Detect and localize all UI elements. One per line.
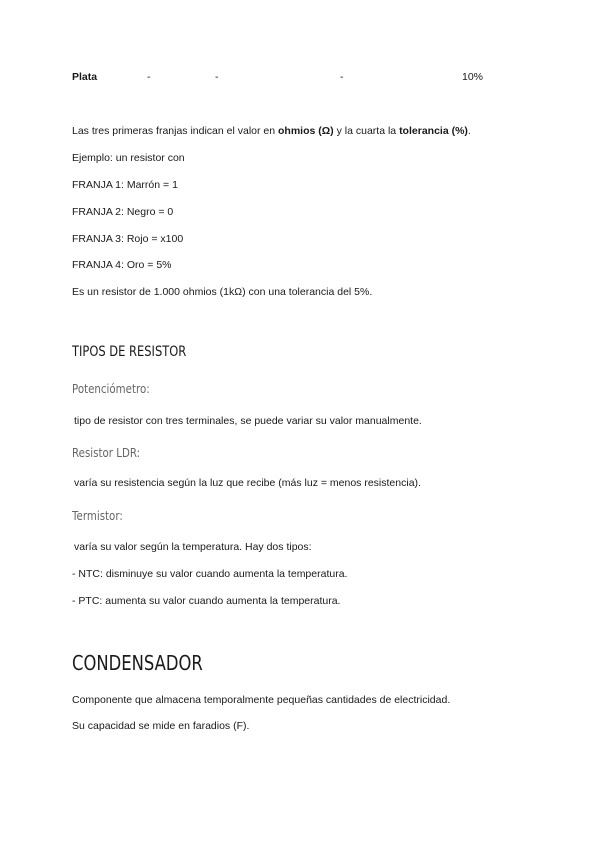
condensador-line2: Su capacidad se mide en faradios (F). (72, 720, 250, 732)
example-band2: FRANJA 2: Negro = 0 (72, 206, 174, 218)
material-cell: Plata (72, 71, 98, 83)
example-band1: FRANJA 1: Marrón = 1 (72, 179, 178, 191)
example-result: Es un resistor de 1.000 ohmios (1kΩ) con una tolerancia del 5%. (72, 286, 373, 298)
band2-cell: - (215, 71, 219, 83)
ldr-text: varía su resistencia según la luz que recibe (más luz = menos resistencia). (74, 477, 421, 489)
table-row-plata (72, 71, 532, 87)
termistor-ptc: - PTC: aumenta su valor cuando aumenta la temperatura. (72, 595, 341, 607)
intro-part1: Las tres primeras franjas indican el valor en (72, 125, 279, 137)
potenciometro-text: tipo de resistor con tres terminales, se puede variar su valor manualmente. (74, 415, 422, 427)
condensador-heading: CONDENSADOR (72, 651, 203, 675)
example-band4: FRANJA 4: Oro = 5% (72, 259, 172, 271)
intro-part2: y la cuarta la (333, 125, 400, 137)
intro-part3: . (467, 125, 471, 137)
termistor-ntc: - NTC: disminuye su valor cuando aumenta la temperatura. (72, 568, 348, 580)
ldr-title: Resistor LDR: (72, 445, 141, 460)
intro-bold-tolerancia: tolerancia (%) (399, 125, 468, 137)
termistor-text: varía su valor según la temperatura. Hay dos tipos: (74, 541, 312, 553)
condensador-line1: Componente que almacena temporalmente pequeñas cantidades de electricidad. (72, 694, 451, 706)
potenciometro-title: Potenciómetro: (72, 381, 150, 396)
example-band3: FRANJA 3: Rojo = x100 (72, 233, 184, 245)
multiplier-cell: - (340, 71, 344, 83)
tipos-heading: TIPOS DE RESISTOR (72, 344, 187, 360)
intro-paragraph (72, 125, 471, 137)
termistor-title: Termistor: (72, 508, 123, 523)
tolerance-cell: 10% (462, 71, 484, 83)
band1-cell: - (147, 71, 151, 83)
intro-bold-ohmios: ohmios (Ω) (278, 125, 334, 137)
example-title: Ejemplo: un resistor con (72, 152, 185, 164)
